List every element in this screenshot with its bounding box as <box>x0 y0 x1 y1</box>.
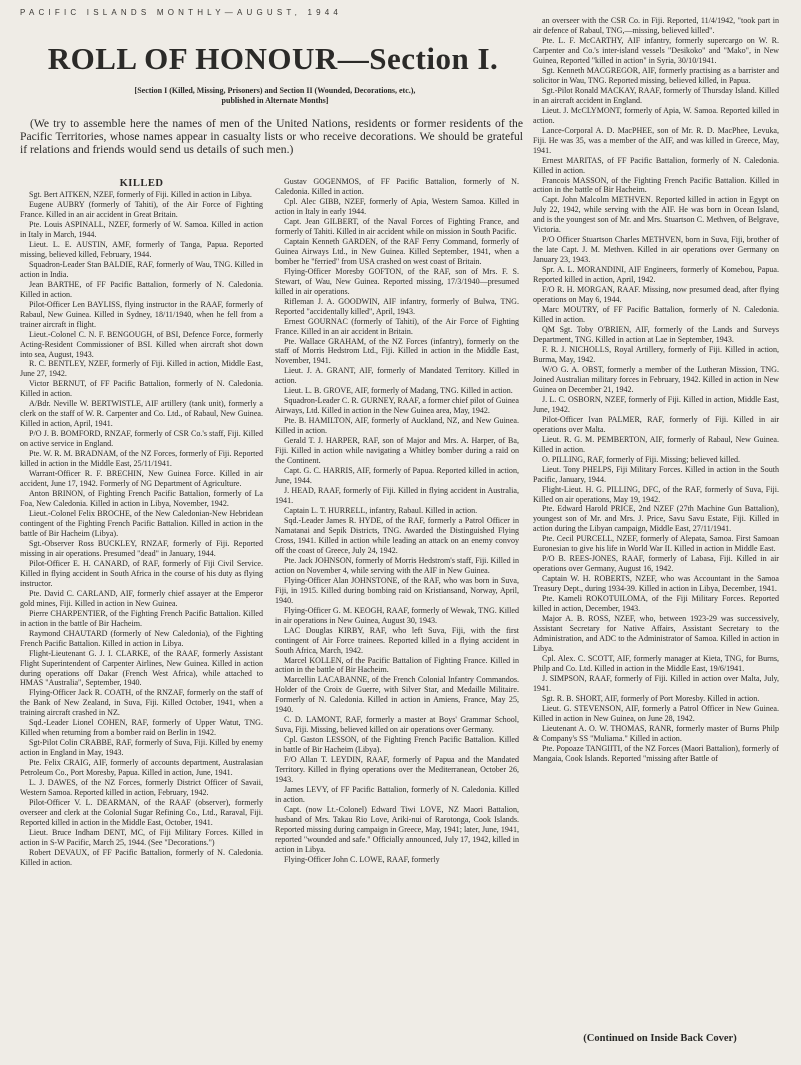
roll-entry: QM Sgt. Toby O'BRIEN, AIF, formerly of the Lands and Surveys Department, TNG. Killed in action at Lae in September, 1943. <box>533 325 779 344</box>
roll-entry: L. J. DAWES, of the NZ Forces, formerly District Officer of Savaii, Western Samoa. Reported killed in action, February, 1942. <box>20 778 263 798</box>
roll-entry: Jean BARTHE, of FF Pacific Battalion, formerly of N. Caledonia. Killed in action. <box>20 279 263 299</box>
roll-entry: Sgt. Kenneth MACGREGOR, AIF, formerly practising as a barrister and solicitor in Wau, TNG. Reported missing, believed killed, in Papua. <box>533 65 779 85</box>
roll-entry: C. D. LAMONT, RAF, formerly a master at Boys' Grammar School, Suva, Fiji. Missing, believed killed on air operations over Germany. <box>275 715 519 735</box>
subtitle-line-1: [Section I (Killed, Missing, Prisoners) and Section II (Wounded, Decorations, etc.), <box>134 86 416 95</box>
roll-entry: Pte. David C. CARLAND, AIF, formerly chief assayer at the Emperor gold mines, Fiji. Killed in action in New Guinea. <box>20 588 263 608</box>
roll-entry: Victor BERNUT, of FF Pacific Battalion, formerly of N. Caledonia. Killed in action. <box>20 379 263 399</box>
roll-entry: Eugene AUBRY (formerly of Tahiti), of the Air Force of Fighting France. Killed in an air accident in Great Britain. <box>20 199 263 219</box>
roll-entry: Flight-Lieutenant G. J. I. CLARKE, of the RAAF, formerly Assistant Flight Superintendent of Carpenter Airlines, New Guinea. Killed in action during operations off Dakar (French West Africa), while attached to HMAS "Australia", September, 1940. <box>20 648 263 688</box>
roll-entry: Squadron-Leader C. R. GURNEY, RAAF, a former chief pilot of Guinea Airways, Ltd. Killed in action in the New Guinea area, May, 1942. <box>275 396 519 416</box>
roll-entry: Pte. Louis ASPINALL, NZEF, formerly of W. Samoa. Killed in action in Italy in March, 1944. <box>20 219 263 239</box>
roll-entry: J. SIMPSON, RAAF, formerly of Fiji. Killed in action over Malta, July, 1941. <box>533 673 779 693</box>
roll-entry: Lieut. L. B. GROVE, AIF, formerly of Madang, TNG. Killed in action. <box>284 386 513 396</box>
page-title: ROLL OF HONOUR—Section I. <box>47 41 499 76</box>
roll-entry: A/Bdr. Neville W. BERTWISTLE, AIF artillery (tank unit), formerly a clerk on the staff of W. R. Carpenter and Co. Ltd., of Rabaul, New Guinea. Killed in action, April, 1941. <box>20 399 263 429</box>
roll-entry: Pte. Edward Harold PRICE, 2nd NZEF (27th Machine Gun Battalion), youngest son of Mr. and Mrs. J. Price, Savu Savu Estate, Fiji. Killed in action during the Libyan campaign, Middle East, 27/11/1941. <box>533 504 779 534</box>
roll-entry: Captain Kenneth GARDEN, of the RAF Ferry Command, formerly of Guinea Airways Ltd., in New Guinea. Killed September, 1941, when a bomber he "ferried" from USA crashed on west coast of Britain. <box>275 236 519 266</box>
roll-entry: Pilot-Officer V. L. DEARMAN, of the RAAF (observer), formerly overseer and clerk at the Colonial Sugar Refining Co., Ltd., Raraval, Fiji. Reported killed in action in the Middle East, October, 1941. <box>20 798 263 828</box>
roll-entry: Pte. Cecil PURCELL, NZEF, formerly of Alepata, Samoa. First Samoan Euronesian to give his life in World War II. Killed in action in Middle East. <box>533 534 779 554</box>
roll-entry: James LEVY, of FF Pacific Battalion, formerly of N. Caledonia. Killed in action. <box>275 785 519 805</box>
continued-note: (Continued on Inside Back Cover) <box>583 1033 737 1044</box>
column-1 <box>20 177 263 1057</box>
running-header: PACIFIC ISLANDS MONTHLY—AUGUST, 1944 <box>20 8 343 17</box>
roll-entry: Pilot-Officer E. H. CANARD, of RAF, formerly of Fiji Civil Service. Killed in flying accident in South Africa in the course of his duty as flying instructor. <box>20 558 263 588</box>
roll-entry: J. HEAD, RAAF, formerly of Fiji. Killed in flying accident in Australia, 1941. <box>275 486 519 505</box>
column-3 <box>533 16 779 1026</box>
column-1-entries <box>20 190 263 868</box>
roll-entry: Sgt-Pilot Colin CRABBE, RAF, formerly of Suva, Fiji. Killed by enemy action in England in May, 1943. <box>20 738 263 758</box>
roll-entry: Sqd.-Leader James R. HYDE, of the RAF, formerly a Patrol Officer in Namatanai and Sepik Districts, TNG. Awarded the Distinguished Flying Cross, 1941. Killed in action while leading an attack on an enemy convoy off the coast of Greece, July 24, 1942. <box>275 515 519 555</box>
roll-entry: Marcellin LACABANNE, of the French Colonial Infantry Commandos. Holder of the Croix de Guerre, with Silver Star, and Medaille Militaire. Formerly of N. Caledonia. Killed in action in Amiens, France, May 25, 1940. <box>275 675 519 715</box>
roll-entry: Pilot-Officer Len BAYLISS, flying instructor in the RAAF, formerly of Rabaul, New Guinea. Killed in Sydney, 18/11/1940, when he fell from a trainer aircraft in flight. <box>20 299 263 329</box>
intro-text: (We try to assemble here the names of men of the United Nations, residents or former residents of the Pacific Territories, whose names appear in casualty lists or who receive decorations. We should be grateful if relations and friends would send us details of such men.) <box>20 117 523 156</box>
roll-entry: Lieut. Tony PHELPS, Fiji Military Forces. Killed in action in the South Pacific, January, 1944. <box>533 464 779 484</box>
roll-entry: Raymond CHAUTARD (formerly of New Caledonia), of the Fighting French Pacific Battalion. Killed in action in Libya. <box>20 628 263 648</box>
roll-entry: Warrant-Officer R. F. BRECHIN, New Guinea Force. Killed in air accident, June 17, 1942. Formerly of NG Department of Agriculture. <box>20 469 263 489</box>
roll-entry: Sqd.-Leader Lionel COHEN, RAF, formerly of Upper Watut, TNG. Killed when returning from a bomber raid on Berlin in 1942. <box>20 718 263 738</box>
roll-entry: P/O J. B. BOMFORD, RNZAF, formerly of CSR Co.'s staff, Fiji. Killed on active service in England. <box>20 429 263 449</box>
roll-entry: Pte. Kameli ROKOTUILOMA, of the Fiji Military Forces. Reported killed in action, December, 1943. <box>533 594 779 614</box>
roll-entry: Cpl. Alec GIBB, NZEF, formerly of Apia, Western Samoa. Killed in action in Italy in early 1944. <box>275 196 519 216</box>
roll-entry: Marc MOUTRY, of FF Pacific Battalion, formerly of N. Caledonia. Killed in action. <box>533 305 779 325</box>
roll-entry: Flying-Officer Moresby GOFTON, of the RAF, son of Mrs. F. S. Stewart, of Wau, New Guinea. Reported missing, 17/3/1940—presumed killed in air operations. <box>275 266 519 296</box>
roll-entry: Squadron-Leader Stan BALDIE, RAF, formerly of Wau, TNG. Killed in action in India. <box>20 259 263 279</box>
column-3-entries <box>533 16 779 764</box>
roll-entry: Sgt. Bert AITKEN, NZEF, formerly of Fiji. Killed in action in Libya. <box>29 190 252 200</box>
roll-entry: Pte. Wallace GRAHAM, of the NZ Forces (infantry), formerly on the staff of Morris Hedstrom Ltd., Fiji. Killed in action in the Middle East, November, 1941. <box>275 336 519 366</box>
roll-entry: F/O R. H. MORGAN, RAAF. Missing, now presumed dead, after flying operations on May 6, 1944. <box>533 285 779 305</box>
roll-entry: J. L. C. OSBORN, NZEF, formerly of Fiji. Killed in action, Middle East, June, 1942. <box>533 394 779 414</box>
roll-entry: Lieut. Bruce Indham DENT, MC, of Fiji Military Forces. Killed in action in S-W Pacific, March 25, 1944. (See "Decorations.") <box>20 828 263 847</box>
subtitle-line-2: published in Alternate Months] <box>221 96 329 106</box>
roll-entry: R. C. BENTLEY, NZEF, formerly of Fiji. Killed in action, Middle East, June 27, 1942. <box>20 359 263 379</box>
roll-entry: Gerald T. J. HARPER, RAF, son of Major and Mrs. A. Harper, of Ba, Fiji. Killed in action while navigating a Whitley bomber during a raid on the Continent. <box>275 436 519 466</box>
roll-entry: Ernest MARITAS, of FF Pacific Battalion, formerly of N. Caledonia. Killed in action. <box>533 155 779 175</box>
roll-entry: Flying-Officer John C. LOWE, RAAF, formerly <box>284 854 440 864</box>
roll-entry: Capt. Jean GILBERT, of the Naval Forces of Fighting France, and formerly of Tahiti. Killed in air accident while on mission in South Pacific. <box>275 216 519 236</box>
roll-entry: Marcel KOLLEN, of the Pacific Battalion of Fighting France. Killed in action in the battle of Bir Hacheim. <box>275 655 519 675</box>
roll-entry: Cpl. Alex. C. SCOTT, AIF, formerly manager at Kieta, TNG, for Burns, Philp and Co. Ltd. Killed in action in the Middle East, 19/6/1941. <box>533 654 779 673</box>
roll-entry: Sgt. R. B. SHORT, AIF, formerly of Port Moresby. Killed in action. <box>542 693 760 703</box>
roll-entry: Pte. B. HAMILTON, AIF, formerly of Auckland, NZ, and New Guinea. Killed in action. <box>275 416 519 436</box>
roll-entry: Pte. Jack JOHNSON, formerly of Morris Hedstrom's staff, Fiji. Killed in action on November 4, while serving with the AIF in New Guinea. <box>275 555 519 575</box>
roll-entry: Rifleman J. A. GOODWIN, AIF infantry, formerly of Bulwa, TNG. Reported "accidentally killed", April, 1943. <box>275 296 519 316</box>
roll-entry: Capt. (now Lt.-Colonel) Edward Tiwi LOVE, NZ Maori Battalion, husband of Mrs. Takau Rio Love, Ariki-nui of Rarotonga, Cook Islands. Reported missing during campaign in Greece, May, 1941; later, June, 1941, reported "wounded and safe." Officially announced, July 17, 1942, killed in action in Libya. <box>275 805 519 854</box>
roll-entry: Lieut. R. G. M. PEMBERTON, AIF, formerly of Rabaul, New Guinea. Killed in action. <box>533 434 779 454</box>
roll-entry: Spr. A. L. MORANDINI, AIF Engineers, formerly of Komebou, Papua. Reported killed in action, April, 1942. <box>533 265 779 285</box>
roll-entry: Sgt.-Observer Ross BUCKLEY, RNZAF, formerly of Fiji. Reported missing in air operations. Presumed "dead" in January, 1944. <box>20 538 263 558</box>
roll-entry: Pte. L. F. McCARTHY, AIF infantry, formerly supercargo on W. R. Carpenter and Co.'s inter-island vessels "Desikoko" and "Mako", in New Guinea, Reported "killed in action" in Syria, 30/10/1941. <box>533 35 779 65</box>
roll-entry: Lieut. L. E. AUSTIN, AMF, formerly of Tanga, Papua. Reported missing, believed killed, February, 1944. <box>20 239 263 259</box>
roll-entry: Pte. Popoaze TANGIITI, of the NZ Forces (Maori Battalion), formerly of Mangaia, Cook Islands. Reported "missing after Battle of <box>533 743 779 763</box>
roll-entry: Lieut. G. STEVENSON, AIF, formerly a Patrol Officer in New Guinea. Killed in action in New Guinea, on June 28, 1942. <box>533 703 779 723</box>
roll-entry: Captain L. T. HURRELL, infantry, Rabaul. Killed in action. <box>284 505 478 515</box>
intro-paragraph <box>20 117 523 156</box>
roll-entry: LAC Douglas KIRBY, RAF, who left Suva, Fiji, with the first contingent of Air Force trainees. Reported killed in a flying accident in South Africa, March, 1942. <box>275 625 519 655</box>
roll-entry: Pte. W. R. M. BRADNAM, of the NZ Forces, formerly of Fiji. Reported killed in action in the Middle East, 25/11/1941. <box>20 449 263 469</box>
roll-entry: W/O G. A. OBST, formerly a member of the Lutheran Mission, TNG. Joined Australian military forces in February, 1942. Killed in action in New Guinea on December 21, 1942. <box>533 364 779 394</box>
roll-entry: Lieut.-Colonel C. N. F. BENGOUGH, of BSI, Defence Force, formerly Acting-Resident Commissioner of BSI. Killed when aircraft shot down into sea, August, 1943. <box>20 329 263 359</box>
roll-entry: Lieut. J. McCLYMONT, formerly of Apia, W. Samoa. Reported killed in action. <box>533 105 779 125</box>
roll-entry: Pilot-Officer Ivan PALMER, RAF, formerly of Fiji. Killed in air operations over Malta. <box>533 414 779 434</box>
roll-entry: Lieutenant A. O. W. THOMAS, RANR, formerly master of Burns Philp & Company's SS "Muliama." Killed in action. <box>533 723 779 743</box>
column-2 <box>275 177 519 1057</box>
roll-entry: Major A. B. ROSS, NZEF, who, between 1923-29 was successively, Assistant Secretary for Native Affairs, Assistant Secretary to the Administration, and ADC to the Administrator of Samoa. Killed in action in Libya. <box>533 614 779 654</box>
roll-entry: Capt. John Malcolm METHVEN. Reported killed in action in Egypt on July 22, 1942, while serving with the AIF. He was born in Ocean Island, and is the youngest son of Mr. and Mrs. Stuartson C. Methven, of Belgrave, Victoria. <box>533 195 779 235</box>
roll-entry: Gustav GOGENMOS, of FF Pacific Battalion, formerly of N. Caledonia. Killed in action. <box>275 177 519 196</box>
roll-entry: Cpl. Gaston LESSON, of the Fighting French Pacific Battalion. Killed in battle of Bir Hacheim (Libya). <box>275 735 519 755</box>
roll-entry: Francois MASSON, of the Fighting French Pacific Battalion. Killed in action in the battle of Bir Hacheim. <box>533 175 779 195</box>
roll-entry: Ernest GOURNAC (formerly of Tahiti), of the Air Force of Fighting France. Killed in an air accident in Britain. <box>275 316 519 336</box>
roll-entry: F/O Allan T. LEYDIN, RAAF, formerly of Papua and the Mandated Territory. Killed in flying operations over the Mediterranean, October 26, 1943. <box>275 755 519 785</box>
roll-entry: Flying-Officer G. M. KEOGH, RAAF, formerly of Wewak, TNG. Killed in air operations in New Guinea, August 30, 1943. <box>275 605 519 625</box>
column-2-entries <box>275 177 519 865</box>
roll-entry: Lieut.-Colonel Felix BROCHE, of the New Caledonian-New Hebridean contingent of the Fighting French Pacific Battalion. Killed in action in the battle of Bir Hacheim (Libya). <box>20 509 263 538</box>
section-heading: KILLED <box>119 178 164 189</box>
roll-entry: Sgt.-Pilot Ronald MACKAY, RAAF, formerly of Thursday Island. Killed in an aircraft accident in England. <box>533 85 779 105</box>
roll-entry: F. R. J. NICHOLLS, Royal Artillery, formerly of Fiji. Killed in action, Burma, May, 1942. <box>533 344 779 364</box>
roll-entry: Pte. Felix CRAIG, AIF, formerly of accounts department, Australasian Petroleum Co., Port Moresby, Papua. Killed in action, June, 1941. <box>20 758 263 778</box>
roll-entry: O. PILLING, RAF, formerly of Fiji. Missing; believed killed. <box>542 454 741 464</box>
roll-entry: an overseer with the CSR Co. in Fiji. Reported, 11/4/1942, "took part in air defence of Rabaul, TNG,—missing, believed killed". <box>533 16 779 35</box>
roll-entry: Lieut. J. A. GRANT, AIF, formerly of Mandated Territory. Killed in action. <box>275 366 519 386</box>
roll-entry: P/O B. REES-JONES, RAAF, formerly of Labasa, Fiji. Killed in air operations over Germany, August 16, 1942. <box>533 554 779 574</box>
roll-entry: Lance-Corporal A. D. MacPHEE, son of Mr. R. D. MacPhee, Levuka, Fiji. He was 35, was a member of the AIF, and was killed in Greece, May, 1941. <box>533 125 779 155</box>
roll-entry: Capt. G. C. HARRIS, AIF, formerly of Papua. Reported killed in action, June, 1944. <box>275 466 519 486</box>
roll-entry: Flying-Officer Alan JOHNSTONE, of the RAF, who was born in Suva, Fiji, in 1915. Killed during bombing raid on Kristiansand, Norway, April, 1940. <box>275 575 519 605</box>
roll-entry: Robert DEVAUX, of FF Pacific Battalion, formerly of N. Caledonia. Killed in action. <box>20 847 263 867</box>
roll-entry: P/O Officer Stuartson Charles METHVEN, born in Suva, Fiji, brother of the late Capt. J. M. Methven. Killed in air operations over Germany on January 23, 1943. <box>533 235 779 265</box>
roll-entry: Captain W. H. ROBERTS, NZEF, who was Accountant in the Samoa Treasury Dept., during 1934-39. Killed in action in Libya, December, 1941. <box>533 574 779 594</box>
page-subtitle <box>40 86 510 107</box>
roll-entry: Pierre CHARPENTIER, of the Fighting French Pacific Battalion. Killed in action in the battle of Bir Hacheim. <box>20 608 263 628</box>
roll-entry: Flight-Lieut. H. G. PILLING, DFC, of the RAF, formerly of Suva, Fiji. Killed on air operations, May 19, 1942. <box>533 484 779 504</box>
roll-entry: Anton BRINON, of Fighting French Pacific Battalion, formerly of La Foa, New Caledonia. Killed in action in Libya, November, 1942. <box>20 489 263 509</box>
roll-entry: Flying-Officer Jack R. COATH, of the RNZAF, formerly on the staff of the Bank of New Zealand, in Suva, Fiji. Killed October, 1941, when a training aircraft crashed in NZ. <box>20 688 263 718</box>
